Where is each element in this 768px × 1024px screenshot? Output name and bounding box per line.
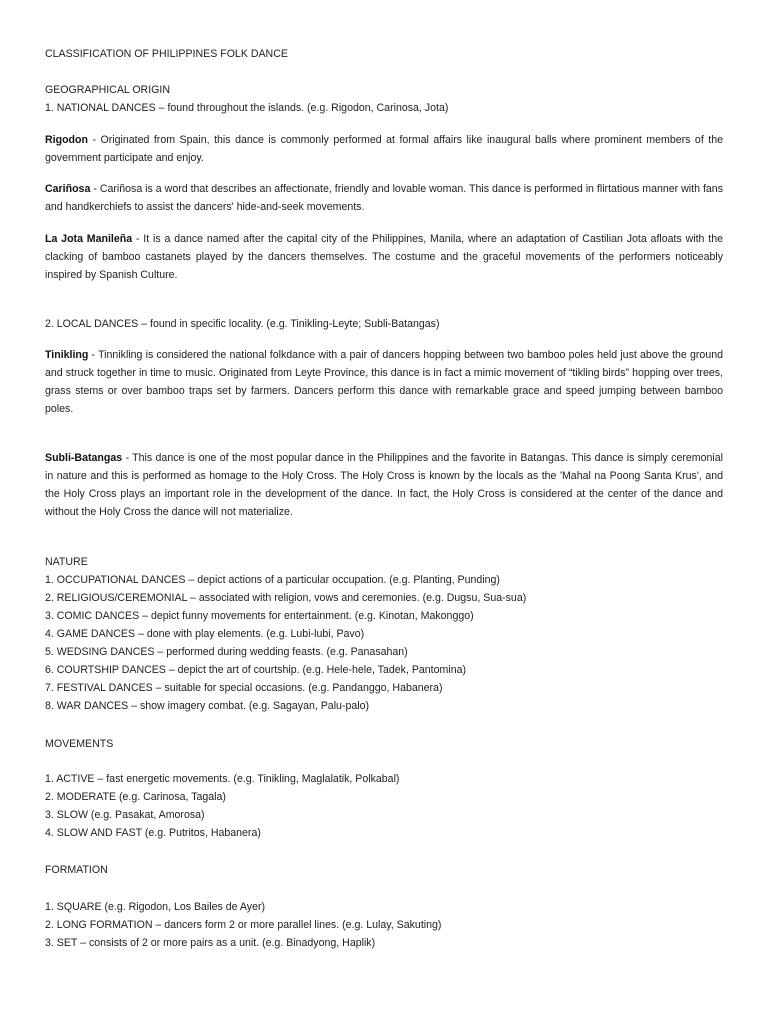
subli-term: Subli-Batangas: [45, 452, 123, 464]
rigodon-description: - Originated from Spain, this dance is commonly performed at formal affairs like inaugural balls where prominent members of the government participate and enjoy.: [45, 134, 723, 164]
formation-list-item: 1. SQUARE (e.g. Rigodon, Los Bailes de Ayer): [45, 901, 266, 913]
section-heading-geographical-origin: GEOGRAPHICAL ORIGIN: [45, 84, 170, 96]
tinikling-description: - Tinnikling is considered the national folkdance with a pair of dancers hopping between two bamboo poles held just above the ground and struck together in time to music. Originated from Leyte Province, this dance is in fact a mimic movement of “tikling birds” hopping over trees, grass stems or over bamboo traps set by farmers. Dancers perform this dance with remarkable grace and speed jumping between bamboo poles.: [45, 349, 723, 415]
formation-list-item: 3. SET – consists of 2 or more pairs as a unit. (e.g. Binadyong, Haplik): [45, 937, 376, 949]
carinosa-description: - Cariñosa is a word that describes an affectionate, friendly and lovable woman. This dance is performed in flirtatious manner with fans and handkerchiefs to assist the dancers' hide-and-seek movements.: [45, 183, 723, 213]
movements-list-item: 3. SLOW (e.g. Pasakat, Amorosa): [45, 809, 205, 821]
tinikling-paragraph: [45, 346, 723, 418]
nature-list-item: 2. RELIGIOUS/CEREMONIAL – associated with religion, vows and ceremonies. (e.g. Dugsu, Sua-sua): [45, 592, 527, 604]
jota-term: La Jota Manileña: [45, 233, 133, 245]
carinosa-paragraph: [45, 180, 723, 216]
subli-description: - This dance is one of the most popular dance in the Philippines and the favorite in Batangas. This dance is simply ceremonial in nature and this is performed as homage to the Holy Cross. The Holy Cross is known by the locals as the 'Mahal na Poong Santa Krus', and the Holy Cross plays an important role in the development of the dance. In fact, the Holy Cross is considered at the center of the dance and without the Holy Cross the dance will not materialize.: [45, 452, 723, 518]
section-heading-movements: MOVEMENTS: [45, 738, 114, 750]
jota-paragraph: [45, 230, 723, 284]
nature-list-item: 4. GAME DANCES – done with play elements. (e.g. Lubi-lubi, Pavo): [45, 628, 365, 640]
national-dances-item: 1. NATIONAL DANCES – found throughout the islands. (e.g. Rigodon, Carinosa, Jota): [45, 102, 449, 114]
jota-description: - It is a dance named after the capital city of the Philippines, Manila, where an adaptation of Castilian Jota afloats with the clacking of bamboo castanets played by the dancers themselves. The costume and the graceful movements of the performers noticeably inspired by Spanish Culture.: [45, 233, 723, 281]
nature-list-item: 3. COMIC DANCES – depict funny movements for entertainment. (e.g. Kinotan, Makonggo): [45, 610, 474, 622]
nature-list-item: 5. WEDSING DANCES – performed during wedding feasts. (e.g. Panasahan): [45, 646, 408, 658]
movements-list-item: 4. SLOW AND FAST (e.g. Putritos, Habanera): [45, 827, 261, 839]
movements-list-item: 2. MODERATE (e.g. Carinosa, Tagala): [45, 791, 226, 803]
local-dances-item: 2. LOCAL DANCES – found in specific locality. (e.g. Tinikling-Leyte; Subli-Batangas): [45, 318, 440, 330]
section-heading-nature: NATURE: [45, 556, 88, 568]
carinosa-term: Cariñosa: [45, 183, 91, 195]
rigodon-term: Rigodon: [45, 134, 88, 146]
tinikling-term: Tinikling: [45, 349, 89, 361]
formation-list-item: 2. LONG FORMATION – dancers form 2 or more parallel lines. (e.g. Lulay, Sakuting): [45, 919, 442, 931]
document-title: CLASSIFICATION OF PHILIPPINES FOLK DANCE: [45, 48, 288, 60]
nature-list-item: 7. FESTIVAL DANCES – suitable for special occasions. (e.g. Pandanggo, Habanera): [45, 682, 443, 694]
nature-list-item: 6. COURTSHIP DANCES – depict the art of courtship. (e.g. Hele-hele, Tadek, Pantomina): [45, 664, 467, 676]
rigodon-paragraph: [45, 131, 723, 167]
section-heading-formation: FORMATION: [45, 864, 108, 876]
movements-list-item: 1. ACTIVE – fast energetic movements. (e.g. Tinikling, Maglalatik, Polkabal): [45, 773, 400, 785]
subli-paragraph: [45, 449, 723, 521]
nature-list-item: 1. OCCUPATIONAL DANCES – depict actions of a particular occupation. (e.g. Planting, Punding): [45, 574, 500, 586]
nature-list-item: 8. WAR DANCES – show imagery combat. (e.g. Sagayan, Palu-palo): [45, 700, 370, 712]
